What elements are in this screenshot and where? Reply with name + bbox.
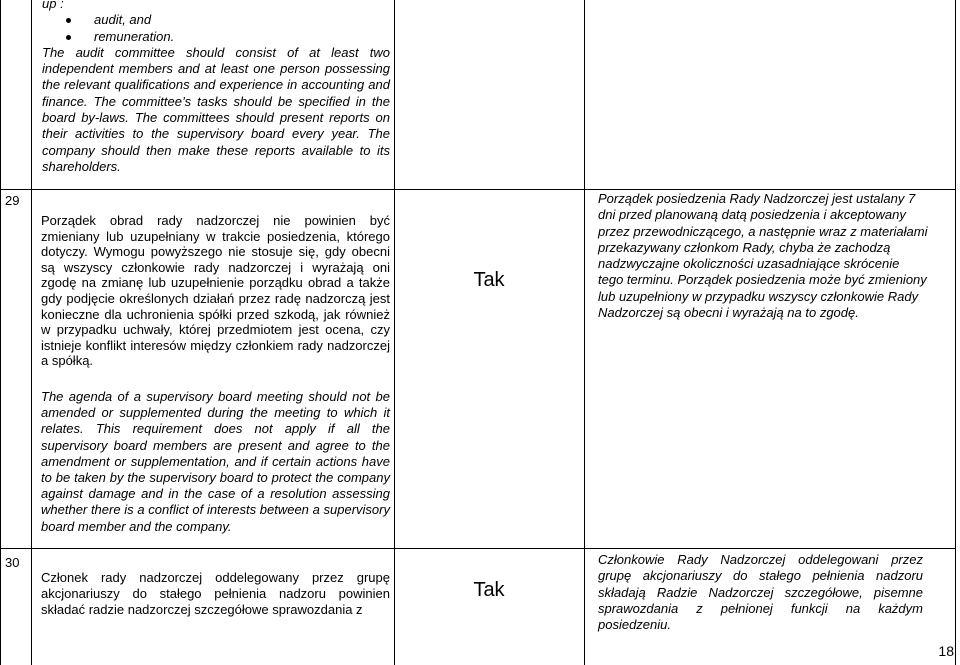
row-number: 29 <box>5 193 20 208</box>
page-number: 18 <box>938 643 954 659</box>
col-border-number <box>31 0 32 665</box>
row-29-english-text: The agenda of a supervisory board meeting should not be amended or supplemented during the meeting to which it relates. This requirement does not apply if all the supervisory board members are present and agree to the amendment or supplementation, and if certain actions have to be taken by the supervisory board to protect the company against damage and in the case of a resolution assessing whether there is a conflict of interests between a supervisory board member and the company. <box>41 389 390 534</box>
compliance-status: Tak <box>473 579 505 601</box>
row-29-comment: Porządek posiedzenia Rady Nadzorczej jest ustalany 7 dni przed planowaną datą posiedzenia i akceptowany przez przewodniczącego, a następnie wraz z materiałami przekazywany członkom Rady, chyba że zachodzą nadzwyczajne okoliczności uzasadniające skrócenie tego terminu. Porządek posiedzenia może być zmieniony lub uzupełniony w przypadku wszyscy członkowie Rady Nadzorczej są obecni i wyrażają na to zgodę. <box>598 191 928 321</box>
bullet-item: remuneration. <box>42 29 390 45</box>
prev-row-bullet-list <box>42 12 390 45</box>
prev-row-intro: up : <box>42 0 64 11</box>
col-border-principle <box>394 0 395 665</box>
col-border-left <box>0 0 1 665</box>
row-30-polish-text: Członek rady nadzorczej oddelegowany przez grupę akcjonariuszy do stałego pełnienia nadzoru powinien składać radzie nadzorczej szczegółowe sprawozdania z <box>41 570 390 617</box>
row-border-30-top <box>0 548 956 549</box>
bullet-item: audit, and <box>42 12 390 28</box>
prev-row-english-text: The audit committee should consist of at least two independent members and at least one person possessing the relevant qualifications and experience in accounting and finance. The committee’s tasks should be specified in the board by-laws. The committees should present reports on their activities to the supervisory board every year. The company should then make these reports available to its shareholders. <box>42 44 390 174</box>
col-border-right <box>955 0 956 665</box>
compliance-status: Tak <box>473 269 505 291</box>
row-border-29-top <box>0 189 956 190</box>
prev-row-principle <box>42 0 390 175</box>
row-29-polish-text: Porządek obrad rady nadzorczej nie powinien być zmieniany lub uzupełniany w trakcie posiedzenia, którego dotyczy. Wymogu powyższego nie stosuje się, gdy obecni są wszyscy członkowie rady nadzorczej i wyrażają oni zgodę na zmianę lub uzupełnienie porządku obrad a także gdy podjęcie określonych działań przez radę nadzorczą jest konieczne dla uchronienia spółki przed szkodą, jak również w przypadku uchwały, której przedmiotem jest ocena, czy istnieje konflikt interesów między członkiem rady nadzorczej a spółką. <box>41 213 390 369</box>
col-border-compliance <box>584 0 585 665</box>
row-number: 30 <box>5 555 20 570</box>
row-30-comment: Członkowie Rady Nadzorczej oddelegowani przez grupę akcjonariuszy do stałego pełnienia nadzoru składają Radzie Nadzorczej szczegółowe, pisemne sprawozdania z pełnionej funkcji na każdym posiedzeniu. <box>598 552 923 633</box>
